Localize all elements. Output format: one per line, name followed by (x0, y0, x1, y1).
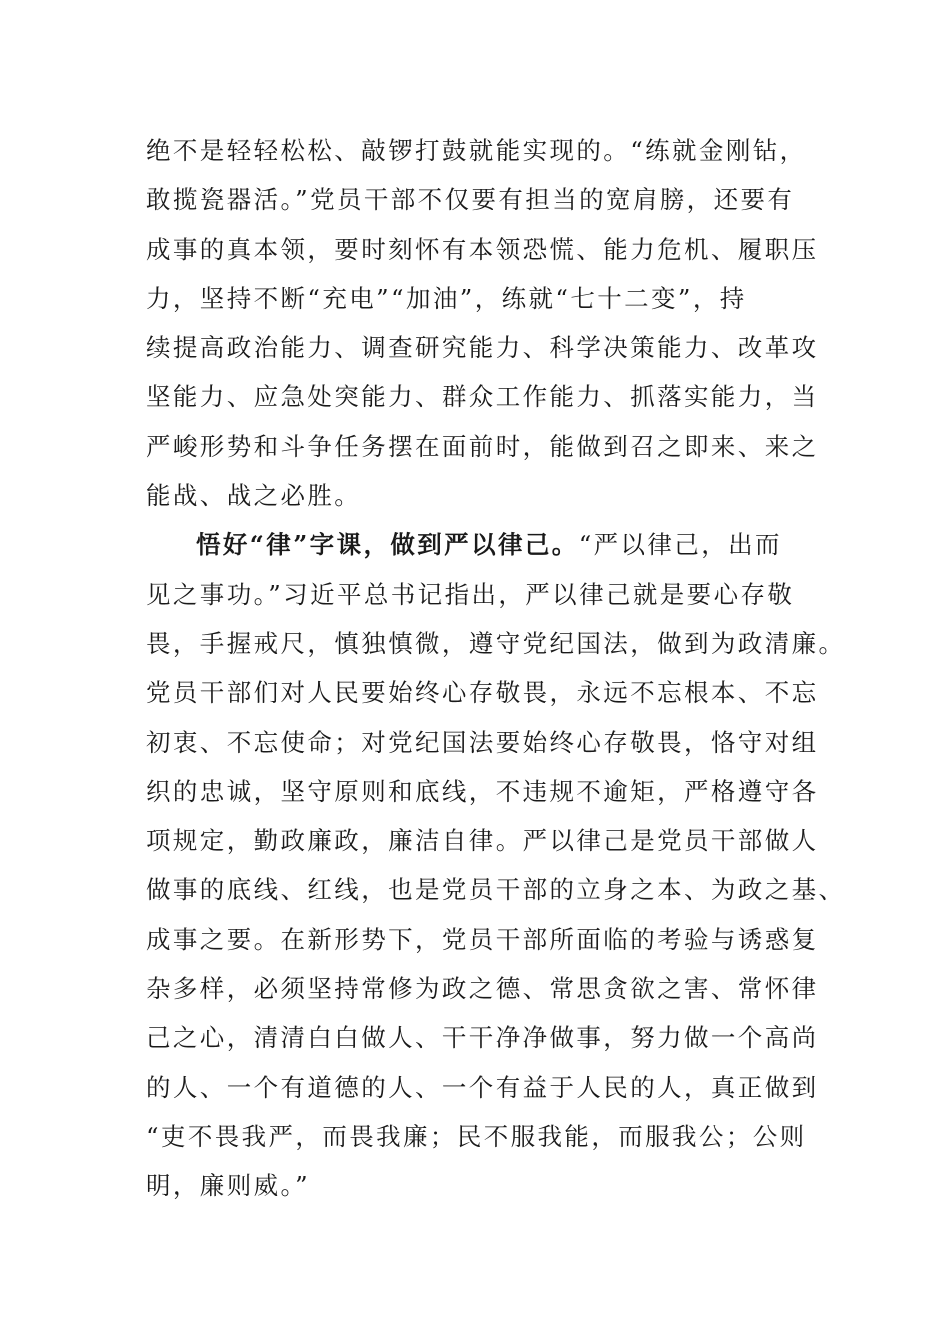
text-line: 畏，手握戒尺，慎独慎微，遵守党纪国法，做到为政清廉。 (146, 628, 846, 658)
text-line: 初衷、不忘使命；对党纪国法要始终心存敬畏，恪守对组 (146, 727, 819, 757)
text-line: 党员干部们对人民要始终心存敬畏，永远不忘根本、不忘 (146, 678, 819, 708)
text-line: 成事之要。在新形势下，党员干部所面临的考验与诱惑复 (146, 924, 819, 954)
text-line: 织的忠诚，坚守原则和底线，不违规不逾矩，严格遵守各 (146, 776, 819, 806)
paragraph-ability (146, 126, 819, 520)
text-line: 严峻形势和斗争任务摆在面前时，能做到召之即来、来之 (146, 431, 819, 461)
text-line: 己之心，清清白白做人、干干净净做事，努力做一个高尚 (146, 1023, 819, 1053)
text-line: 力，坚持不断“充电”“加油”，练就“七十二变”，持 (146, 283, 747, 313)
text-line: 明，廉则威。” (146, 1171, 311, 1201)
paragraph-first-line (146, 520, 806, 569)
paragraph-self-discipline (146, 520, 846, 1210)
text-line: 能战、战之必胜。 (146, 481, 362, 511)
text-line: 绝不是轻轻松松、敲锣打鼓就能实现的。“练就金刚钻， (146, 136, 807, 165)
text-line: 敢揽瓷器活。”党员干部不仅要有担当的宽肩膀，还要有 (146, 185, 795, 215)
text-line: “吏不畏我严，而畏我廉；民不服我能，而服我公；公则 (146, 1121, 807, 1151)
text-line: 项规定，勤政廉政，廉洁自律。严以律己是党员干部做人 (146, 826, 819, 856)
text-line: 续提高政治能力、调查研究能力、科学决策能力、改革攻 (146, 333, 819, 363)
text-line: 坚能力、应急处突能力、群众工作能力、抓落实能力，当 (146, 382, 819, 412)
paragraph-heading: 悟好“律”字课，做到严以律己。 (196, 530, 579, 560)
text-line: 见之事功。”习近平总书记指出，严以律己就是要心存敬 (146, 579, 795, 609)
text-line: 的人、一个有道德的人、一个有益于人民的人，真正做到 (146, 1072, 819, 1102)
body-text (146, 126, 846, 1211)
text-line: 做事的底线、红线，也是党员干部的立身之本、为政之基、 (146, 875, 846, 905)
text-segment: “严以律己，出而 (578, 530, 782, 560)
text-line: 杂多样，必须坚持常修为政之德、常思贪欲之害、常怀律 (146, 974, 819, 1004)
text-line: 成事的真本领，要时刻怀有本领恐慌、能力危机、履职压 (146, 234, 819, 264)
